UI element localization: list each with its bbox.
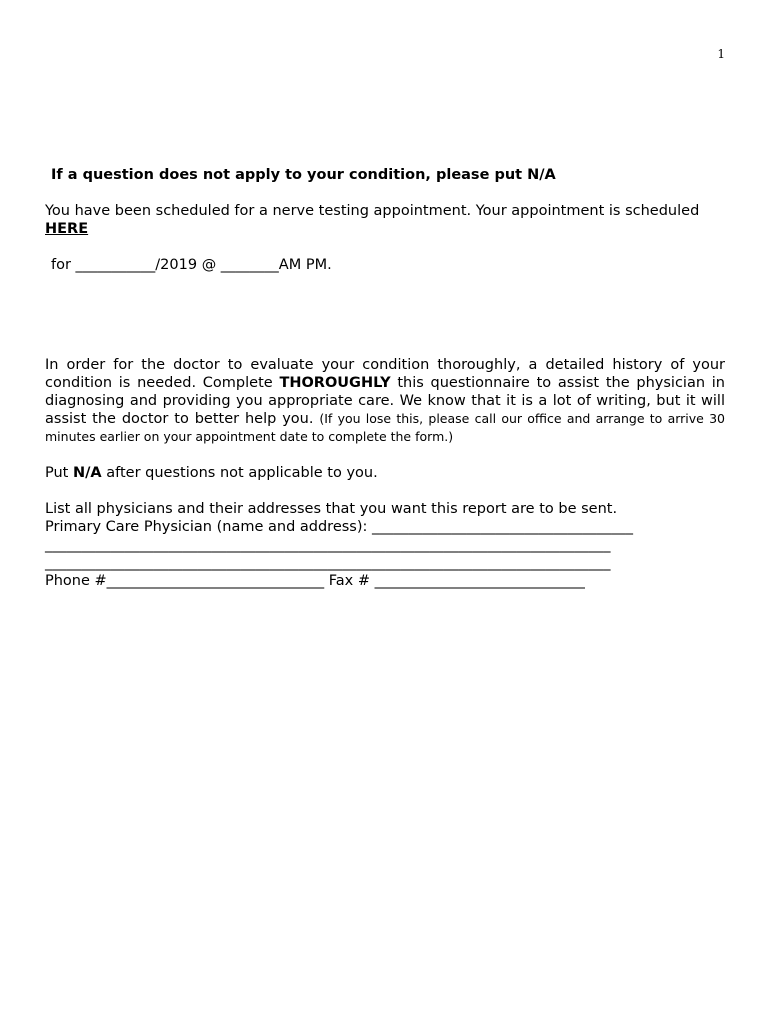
address-blank-line-1: ______________________________________________________________________________ [45,537,611,553]
here-label: HERE [45,221,89,237]
thoroughly-label: THOROUGHLY [279,375,391,391]
phone-fax-field: Phone #______________________________ Fax # _____________________________ [45,573,585,589]
scheduled-text: You have been scheduled for a nerve testing appointment. Your appointment is scheduled [45,203,700,219]
history-note: (If you lose this, please call our office and arrange to arrive 30 minutes earlier on your appointment date to complete the form.) [45,411,726,444]
history-text-1: In order for the doctor to evaluate your condition thoroughly, a detailed history of your condition is needed. Complete [45,357,725,391]
na-suffix: after questions not applicable to you. [101,465,378,481]
scheduled-paragraph [45,202,725,238]
history-text-2: this questionnaire to assist the physician in diagnosing and providing you appropriate care. We know that it is a lot of writing, but it will assist the doctor to better help you. [45,375,725,427]
na-prefix: Put [45,465,73,481]
history-paragraph [45,356,725,446]
appointment-date-line: for ___________/2019 @ ________AM PM. [51,257,332,273]
na-instruction-line [45,464,725,482]
na-label: N/A [72,465,102,481]
primary-care-physician-field: Primary Care Physician (name and address): ____________________________________ [45,519,634,535]
address-blank-line-2: ______________________________________________________________________________ [45,555,611,571]
form-content [45,166,725,590]
physician-list-instruction: List all physicians and their addresses that you want this report are to be sent. [45,501,618,517]
page-number: 1 [717,47,725,61]
na-instruction-heading: If a question does not apply to your condition, please put N/A [51,167,556,183]
